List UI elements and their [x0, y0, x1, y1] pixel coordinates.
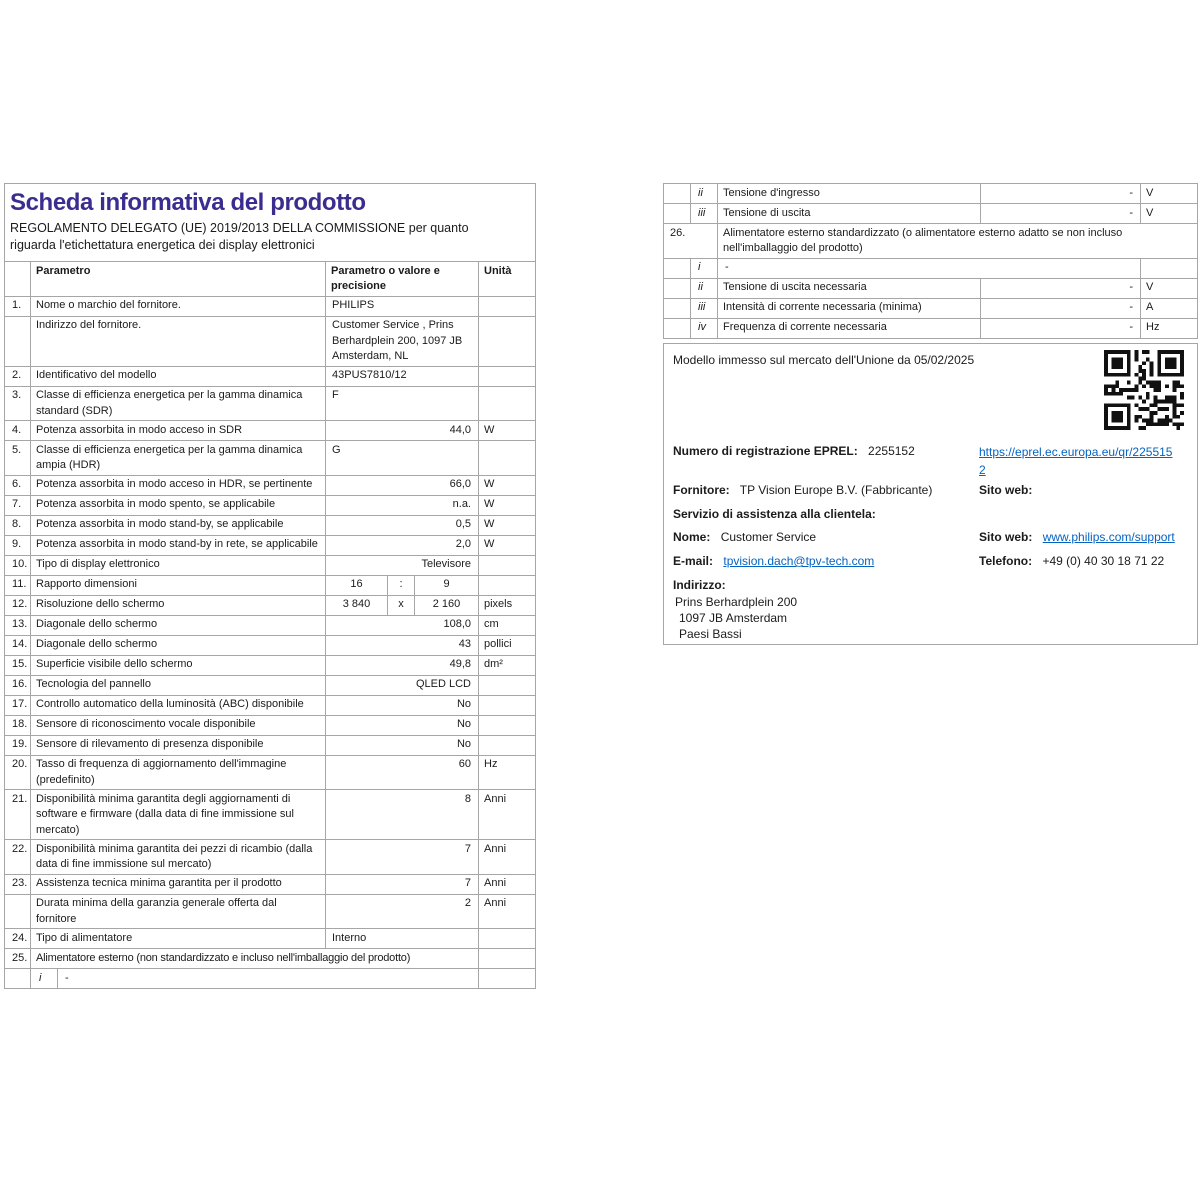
unit-cell — [479, 317, 533, 366]
unit-cell — [479, 576, 533, 595]
param-cell: Disponibilità minima garantita degli aggiornamenti di software e firmware (dalla data di fine immissione sul mercato) — [31, 790, 326, 839]
table-row — [5, 615, 535, 635]
param-cell: Potenza assorbita in modo acceso in SDR — [31, 421, 326, 440]
unit-cell: Hz — [1146, 321, 1160, 333]
row-letter: ii — [691, 184, 718, 203]
header-unit-cell: Unità — [484, 264, 512, 277]
unit-cell: pollici — [484, 638, 512, 650]
product-fiche-panel — [4, 183, 536, 989]
header-param-cell: Parametro — [31, 262, 326, 296]
row-number: 23. — [5, 875, 31, 894]
table-row — [664, 318, 1197, 338]
email-label: E-mail: — [673, 554, 714, 568]
row-number: 12. — [5, 596, 31, 615]
indirizzo-line: Paesi Bassi — [679, 627, 742, 641]
sito-web-label-1: Sito web: — [979, 483, 1033, 497]
header-value-cell: Parametro o valore e precisione — [326, 262, 479, 296]
param-cell: Classe di efficienza energetica per la gamma dinamica standard (SDR) — [31, 387, 326, 421]
unit-cell: W — [484, 423, 495, 436]
param-cell: Tipo di alimentatore — [31, 929, 326, 948]
value-cell: 43 — [326, 636, 479, 655]
param-cell: Tensione d'ingresso — [718, 184, 981, 203]
row-number: 18. — [5, 716, 31, 735]
row-number: 7. — [5, 496, 31, 515]
value-cell: No — [326, 736, 479, 755]
value-cell: - — [981, 184, 1141, 203]
row-number — [664, 279, 691, 298]
value-cell: 8 — [326, 790, 479, 839]
value-cell: QLED LCD — [326, 676, 479, 695]
value-cell: G — [326, 441, 479, 475]
row-number: 10. — [5, 556, 31, 575]
header-num-cell — [5, 262, 31, 296]
row-letter: i — [691, 259, 718, 278]
row-number — [5, 317, 31, 366]
telefono-value: +49 (0) 40 30 18 71 22 — [1042, 554, 1165, 568]
table-row — [664, 258, 1197, 278]
value-cell: 49,8 — [326, 656, 479, 675]
table-row — [5, 695, 535, 715]
row-number: 20. — [5, 756, 31, 790]
table-row — [5, 535, 535, 555]
row-number: 25. — [5, 949, 31, 968]
row-number: 21. — [5, 790, 31, 839]
unit-cell: W — [484, 518, 495, 530]
param-cell: Diagonale dello schermo — [31, 616, 326, 635]
telefono-label: Telefono: — [979, 554, 1033, 568]
unit-cell — [479, 696, 533, 715]
unit-cell — [479, 387, 533, 421]
param-cell: Potenza assorbita in modo acceso in HDR, se pertinente — [31, 476, 326, 495]
row-number: 1. — [5, 297, 31, 316]
nome-label: Nome: — [673, 530, 711, 544]
value-cell: Televisore — [326, 556, 479, 575]
table-row — [664, 278, 1197, 298]
table-row — [664, 298, 1197, 318]
row-number: 6. — [5, 476, 31, 495]
value-cell: - — [981, 299, 1141, 318]
title-block — [5, 184, 535, 261]
table-row — [5, 296, 535, 316]
eprel-link[interactable]: https://eprel.ec.europa.eu/qr/2255152 — [979, 445, 1173, 477]
table-row — [5, 715, 535, 735]
table-row — [5, 874, 535, 894]
indirizzo-heading: Indirizzo: — [673, 578, 726, 592]
page-title: Scheda informativa del prodotto — [10, 189, 366, 216]
unit-cell — [479, 949, 533, 968]
unit-cell: W — [484, 478, 495, 490]
param-span-cell: Alimentatore esterno standardizzato (o alimentatore esterno adatto se non incluso nell'imballaggio del prodotto) — [723, 226, 1123, 254]
param-cell: Tensione di uscita — [718, 204, 981, 223]
table-row — [5, 440, 535, 475]
row-number: 22. — [5, 840, 31, 874]
fornitore-label: Fornitore: — [673, 483, 730, 497]
row-letter: ii — [691, 279, 718, 298]
unit-cell — [479, 736, 533, 755]
table-row — [5, 595, 535, 615]
value-cell: n.a. — [326, 496, 479, 515]
param-cell: Potenza assorbita in modo spento, se applicabile — [31, 496, 326, 515]
table-row — [5, 948, 535, 968]
param-cell: Risoluzione dello schermo — [31, 596, 326, 615]
value-cell-right: 9 — [415, 576, 479, 595]
value-cell: - — [981, 279, 1141, 298]
param-cell: Tensione di uscita necessaria — [718, 279, 981, 298]
param-cell: Diagonale dello schermo — [31, 636, 326, 655]
sito-web-label-2: Sito web: — [979, 530, 1033, 544]
value-cell: - — [981, 319, 1141, 338]
value-cell: 60 — [326, 756, 479, 790]
email-row — [673, 553, 874, 569]
unit-cell: Anni — [484, 877, 507, 889]
value-cell: 44,0 — [326, 421, 479, 440]
value-cell: 0,5 — [326, 516, 479, 535]
nome-row — [673, 529, 816, 545]
value-cell: 7 — [326, 840, 479, 874]
row-number: 14. — [5, 636, 31, 655]
table-row — [5, 789, 535, 839]
row-number: 19. — [5, 736, 31, 755]
table-row — [5, 475, 535, 495]
row-number: 26. — [664, 224, 718, 258]
row-letter: iii — [691, 204, 718, 223]
row-number: 9. — [5, 536, 31, 555]
param-cell: Frequenza di corrente necessaria — [718, 319, 981, 338]
table-row — [664, 184, 1197, 203]
eprel-number: 2255152 — [868, 444, 915, 458]
eprel-label: Numero di registrazione EPREL: — [673, 444, 858, 458]
param-cell: Tasso di frequenza di aggiornamento dell'immagine (predefinito) — [31, 756, 326, 790]
unit-cell — [479, 716, 533, 735]
row-number: 3. — [5, 387, 31, 421]
value-separator-cell: : — [388, 576, 415, 595]
unit-cell — [479, 969, 533, 988]
table-row — [5, 420, 535, 440]
table-row — [5, 755, 535, 790]
market-info-box — [663, 343, 1198, 645]
table-row — [5, 928, 535, 948]
unit-cell: V — [1146, 206, 1154, 219]
unit-cell — [479, 556, 533, 575]
table-row — [5, 366, 535, 386]
table-row — [5, 735, 535, 755]
sito-web-row-1 — [979, 482, 1032, 498]
param-span-cell: Alimentatore esterno (non standardizzato e incluso nell'imballaggio del prodotto) — [31, 949, 479, 968]
row-number: 2. — [5, 367, 31, 386]
table-row — [664, 203, 1197, 223]
param-cell: Potenza assorbita in modo stand-by, se applicabile — [31, 516, 326, 535]
row-number: 4. — [5, 421, 31, 440]
row-number: 24. — [5, 929, 31, 948]
unit-cell: V — [1146, 281, 1154, 293]
param-cell: Identificativo del modello — [31, 367, 326, 386]
model-market-line: Modello immesso sul mercato dell'Unione da 05/02/2025 — [673, 353, 975, 367]
table-row — [5, 894, 535, 929]
unit-cell — [479, 297, 533, 316]
value-span-cell: - — [718, 259, 1141, 278]
row-number — [664, 299, 691, 318]
value-span-cell: - — [58, 969, 479, 988]
row-number: 8. — [5, 516, 31, 535]
value-cell: 43PUS7810/12 — [326, 367, 479, 386]
value-cell: 2,0 — [326, 536, 479, 555]
table-row — [5, 635, 535, 655]
telefono-row — [979, 553, 1164, 569]
param-cell: Durata minima della garanzia generale offerta dal fornitore — [31, 895, 326, 929]
unit-cell: V — [1146, 186, 1154, 199]
row-number — [664, 204, 691, 223]
unit-cell: W — [484, 498, 495, 510]
param-cell: Nome o marchio del fornitore. — [31, 297, 326, 316]
table-row — [5, 675, 535, 695]
email-link[interactable]: tpvision.dach@tpv-tech.com — [723, 554, 875, 568]
param-cell: Controllo automatico della luminosità (ABC) disponibile — [31, 696, 326, 715]
value-cell: 66,0 — [326, 476, 479, 495]
value-separator-cell: x — [388, 596, 415, 615]
indirizzo-line: 1097 JB Amsterdam — [679, 611, 788, 625]
unit-cell: cm — [484, 618, 499, 630]
servizio-heading: Servizio di assistenza alla clientela: — [673, 507, 876, 521]
value-cell: No — [326, 716, 479, 735]
unit-cell — [479, 441, 533, 475]
parameters-table-continued — [663, 183, 1198, 339]
row-number: 5. — [5, 441, 31, 475]
table-row — [5, 968, 535, 988]
unit-cell: dm² — [484, 658, 503, 670]
value-cell: Interno — [326, 929, 479, 948]
table-row — [5, 515, 535, 535]
table-header-row — [5, 261, 535, 296]
value-cell: 2 — [326, 895, 479, 929]
row-letter: iv — [691, 319, 718, 338]
philips-support-link[interactable]: www.philips.com/support — [1042, 530, 1175, 544]
sito-web-row-2 — [979, 529, 1175, 545]
param-cell: Classe di efficienza energetica per la gamma dinamica ampia (HDR) — [31, 441, 326, 475]
param-cell: Tipo di display elettronico — [31, 556, 326, 575]
table-row — [5, 316, 535, 366]
unit-cell: Anni — [484, 897, 507, 909]
param-cell: Disponibilità minima garantita dei pezzi di ricambio (dalla data di fine immissione sul mercato) — [31, 840, 326, 874]
fornitore-row — [673, 482, 932, 498]
table-row — [5, 555, 535, 575]
param-cell: Tecnologia del pannello — [31, 676, 326, 695]
unit-cell: A — [1146, 301, 1154, 313]
row-number — [664, 319, 691, 338]
fornitore-value: TP Vision Europe B.V. (Fabbricante) — [739, 483, 933, 497]
table-row — [5, 495, 535, 515]
unit-cell — [1141, 259, 1195, 278]
param-cell: Superficie visibile dello schermo — [31, 656, 326, 675]
unit-cell — [479, 367, 533, 386]
value-cell: 108,0 — [326, 616, 479, 635]
row-number: 16. — [5, 676, 31, 695]
unit-cell: pixels — [484, 598, 513, 610]
param-cell: Sensore di riconoscimento vocale disponibile — [31, 716, 326, 735]
row-number — [664, 259, 691, 278]
unit-cell: Anni — [484, 792, 507, 805]
row-number: 13. — [5, 616, 31, 635]
unit-cell — [479, 929, 533, 948]
row-number — [664, 184, 691, 203]
unit-cell: W — [484, 538, 495, 550]
value-cell: - — [981, 204, 1141, 223]
value-cell: No — [326, 696, 479, 715]
value-cell: 7 — [326, 875, 479, 894]
param-cell: Assistenza tecnica minima garantita per il prodotto — [31, 875, 326, 894]
eprel-registration-row — [673, 443, 915, 459]
value-cell: F — [326, 387, 479, 421]
row-letter: i — [31, 969, 58, 988]
value-cell-left: 3 840 — [326, 596, 388, 615]
param-cell: Indirizzo del fornitore. — [31, 317, 326, 366]
nome-value: Customer Service — [720, 530, 817, 544]
row-number: 11. — [5, 576, 31, 595]
value-cell-right: 2 160 — [415, 596, 479, 615]
value-cell: Customer Service , Prins Berhardplein 200, 1097 JB Amsterdam, NL — [326, 317, 479, 366]
table-row — [5, 386, 535, 421]
unit-cell: Anni — [484, 842, 507, 855]
param-cell: Rapporto dimensioni — [31, 576, 326, 595]
table-row — [5, 575, 535, 595]
table-row — [5, 655, 535, 675]
param-cell: Potenza assorbita in modo stand-by in rete, se applicabile — [31, 536, 326, 555]
page-subtitle: REGOLAMENTO DELEGATO (UE) 2019/2013 DELLA COMMISSIONE per quanto riguarda l'etichettatura energetica dei display elettronici — [10, 221, 469, 252]
row-number — [5, 895, 31, 929]
qr-code-icon — [1104, 350, 1184, 430]
param-cell: Intensità di corrente necessaria (minima) — [718, 299, 981, 318]
table-row — [664, 223, 1197, 258]
table-row — [5, 839, 535, 874]
unit-cell: Hz — [484, 758, 498, 770]
row-letter: iii — [691, 299, 718, 318]
unit-cell — [479, 676, 533, 695]
indirizzo-line: Prins Berhardplein 200 — [675, 595, 798, 609]
value-cell-left: 16 — [326, 576, 388, 595]
row-number: 17. — [5, 696, 31, 715]
param-cell: Sensore di rilevamento di presenza disponibile — [31, 736, 326, 755]
value-cell: PHILIPS — [326, 297, 479, 316]
row-number: 15. — [5, 656, 31, 675]
row-number — [5, 969, 31, 988]
